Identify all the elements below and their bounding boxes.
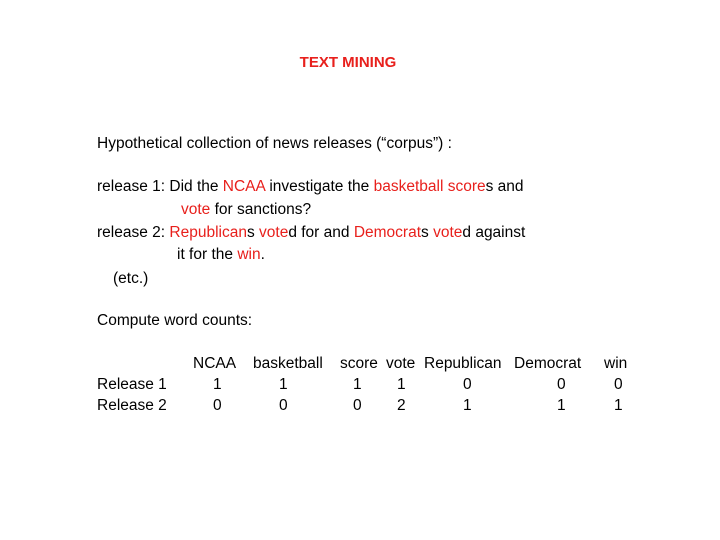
term-republican: Republican: [169, 224, 247, 241]
table-header: NCAA: [193, 355, 237, 372]
release-1-line-2-suffix: for sanctions?: [210, 201, 312, 218]
term-win: win: [237, 246, 261, 263]
table-cell: 1: [353, 376, 362, 393]
table-header: win: [604, 355, 628, 372]
term-ncaa: NCAA: [222, 178, 266, 195]
release-2-line-2-prefix: it for the: [177, 246, 238, 263]
compute-label: Compute word counts:: [97, 312, 253, 329]
release-1-suffix: s and: [485, 178, 524, 195]
table-cell: 2: [397, 397, 406, 414]
release-1-prefix: release 1: Did the: [97, 178, 223, 195]
term-vote: vote: [433, 224, 463, 241]
table-header: score: [340, 355, 378, 372]
table-cell: 1: [279, 376, 288, 393]
table-cell: 1: [463, 397, 472, 414]
term-vote: vote: [259, 224, 289, 241]
table-cell: 0: [353, 397, 362, 414]
release-1-mid: investigate the: [265, 178, 374, 195]
release-2-prefix: release 2:: [97, 224, 170, 241]
table-header: Democrat: [514, 355, 582, 372]
release-2-line-2-suffix: .: [260, 246, 265, 263]
table-header: vote: [386, 355, 416, 372]
term-vote: vote: [181, 201, 211, 218]
release-2-mid-3: s: [421, 224, 434, 241]
corpus-intro: Hypothetical collection of news releases (“corpus”) :: [97, 135, 452, 152]
table-cell: 1: [213, 376, 222, 393]
table-cell: 0: [463, 376, 472, 393]
table-cell: 0: [213, 397, 222, 414]
term-democrat: Democrat: [353, 224, 422, 241]
release-2-mid-2: d for and: [288, 224, 354, 241]
table-cell: 0: [557, 376, 566, 393]
etc-note: (etc.): [113, 270, 149, 287]
table-cell: 1: [557, 397, 566, 414]
table-cell: 1: [614, 397, 623, 414]
release-2-mid-1: s: [246, 224, 260, 241]
table-header: Republican: [424, 355, 502, 372]
table-cell: 1: [397, 376, 406, 393]
release-2-suffix: d against: [462, 224, 526, 241]
table-row-label: Release 2: [97, 397, 167, 414]
page-title: TEXT MINING: [299, 54, 397, 71]
table-cell: 0: [614, 376, 623, 393]
table-cell: 0: [279, 397, 288, 414]
term-basketball-score: basketball score: [373, 178, 486, 195]
table-header: basketball: [253, 355, 323, 372]
table-row-label: Release 1: [97, 376, 167, 393]
